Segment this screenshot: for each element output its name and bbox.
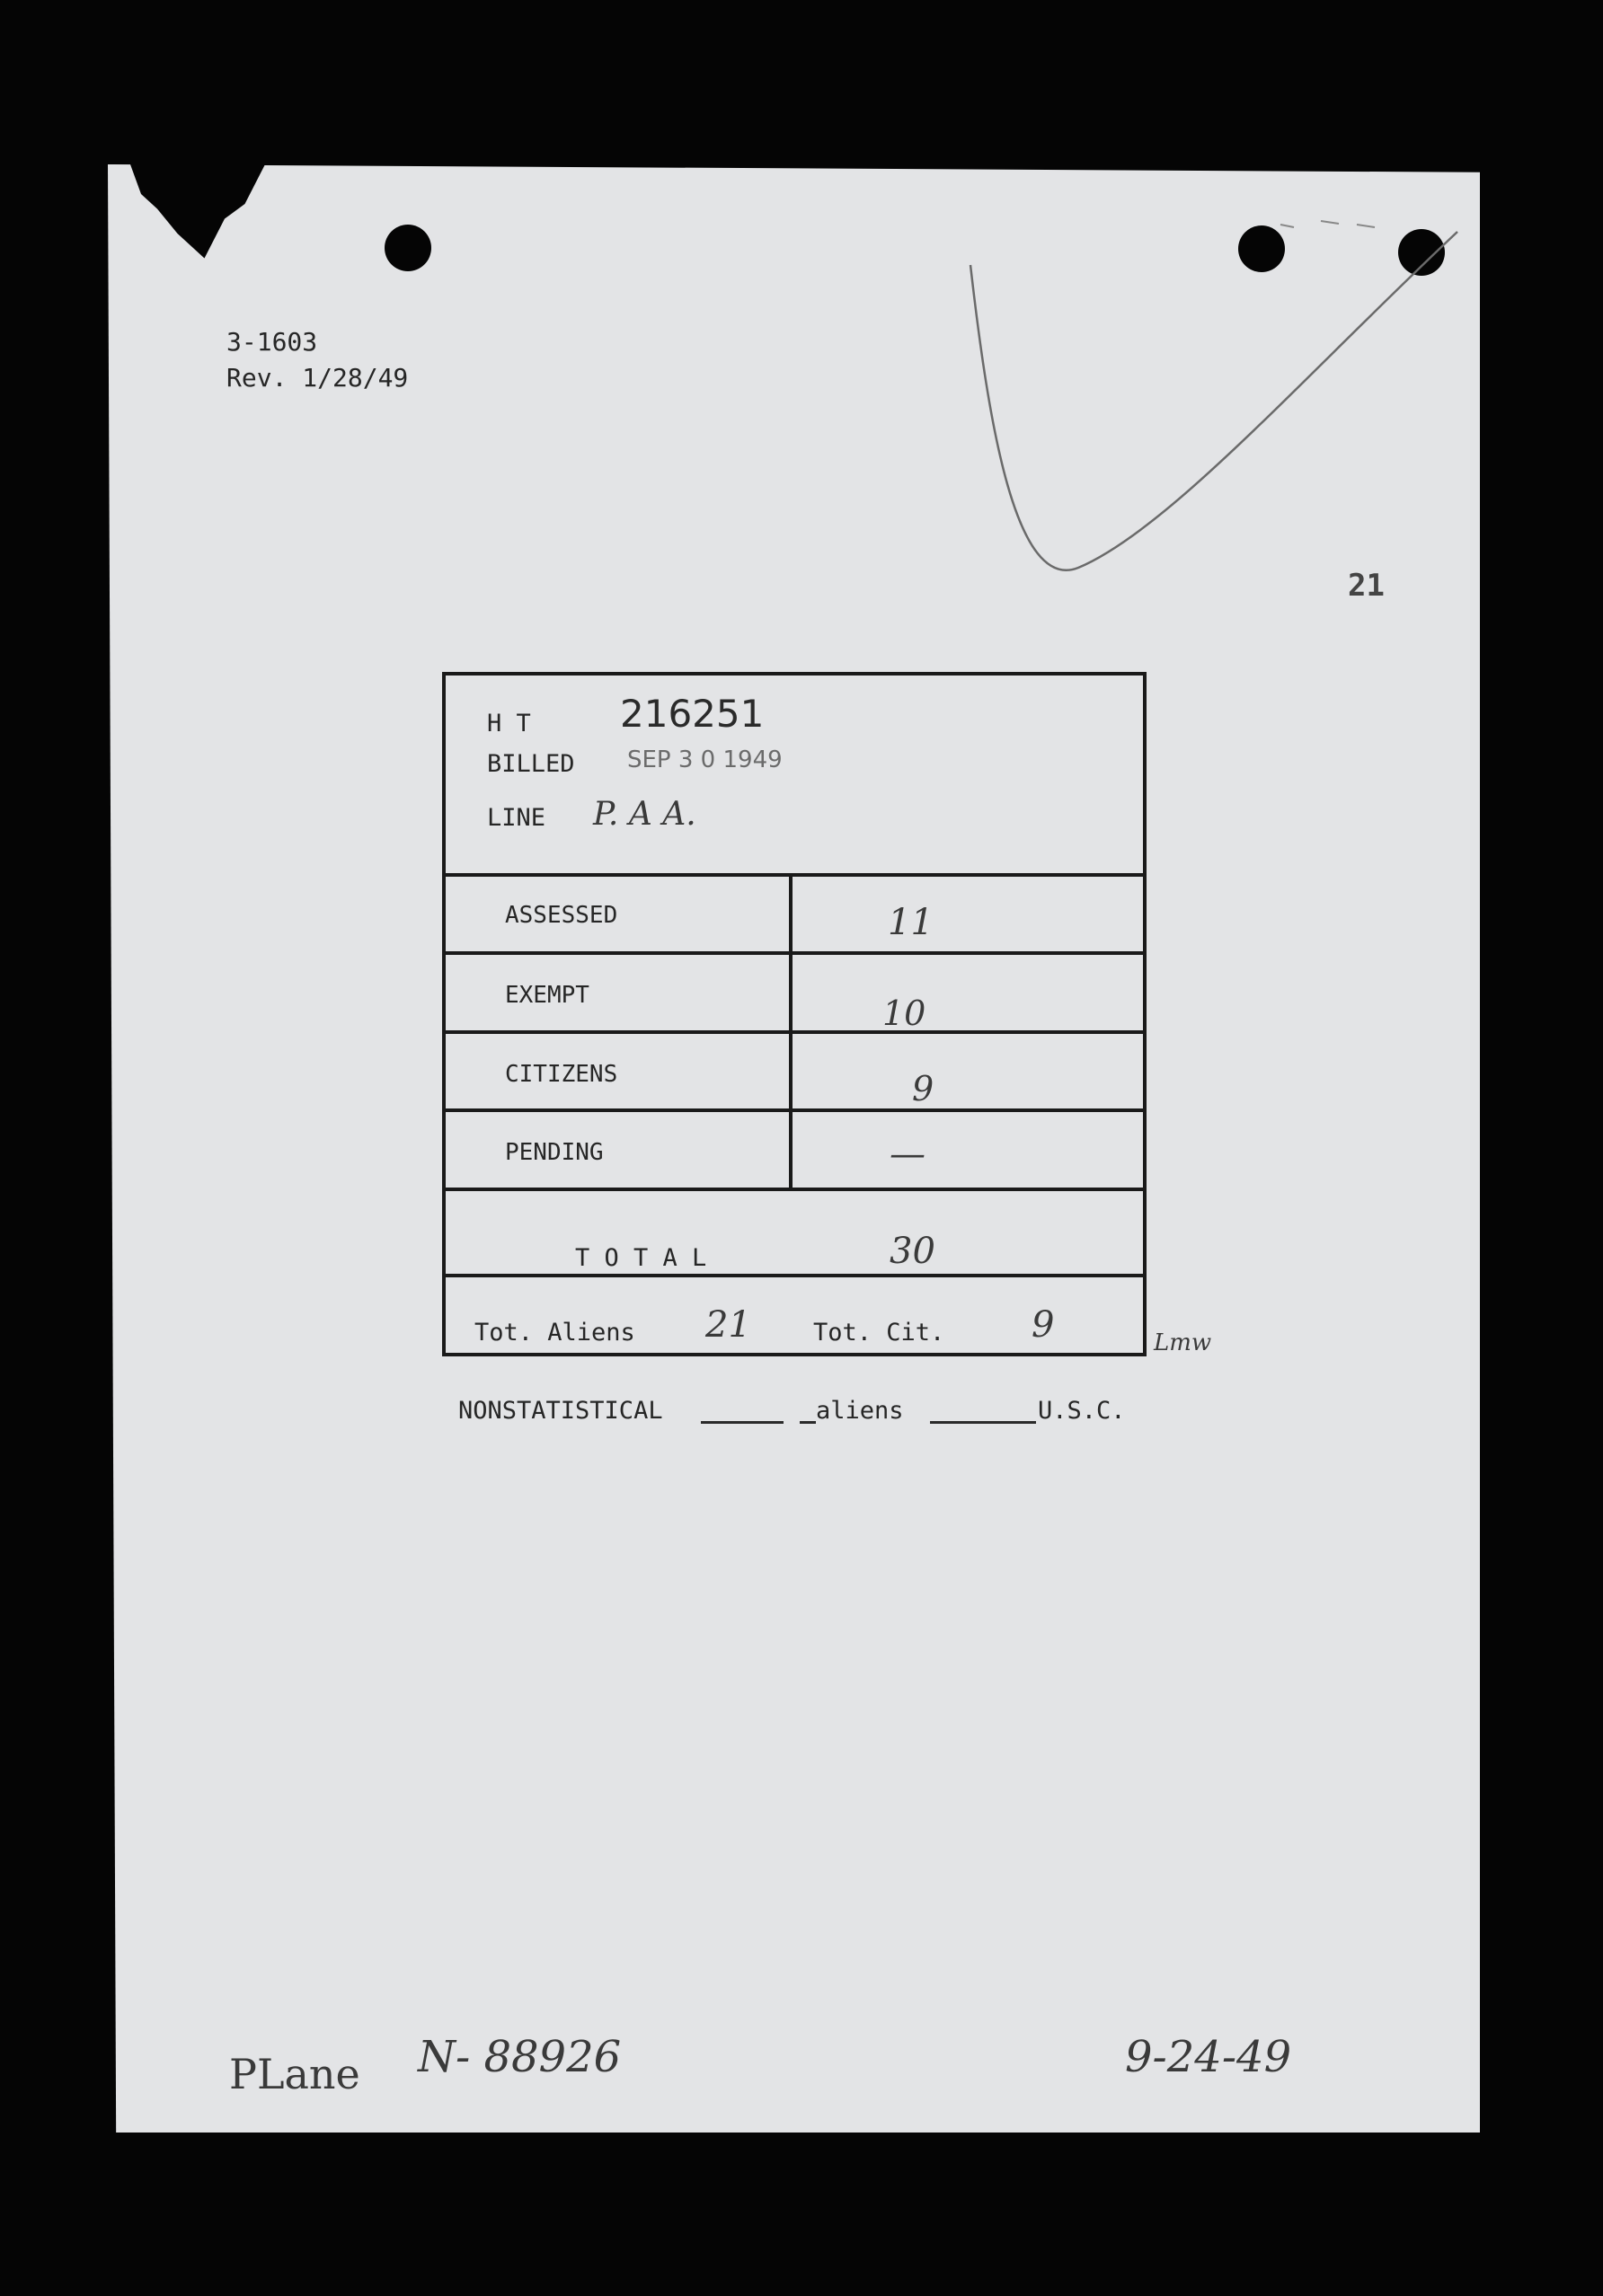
nonstatistical-usc: U.S.C. [1038,1397,1126,1425]
nonstat-usc-blank [930,1421,1036,1424]
row-divider [446,951,1145,955]
ht-number: 216251 [620,692,765,736]
row-divider [446,1108,1145,1112]
annotation-date: 9-24-49 [1125,2032,1292,2082]
plane-label: PLane [229,2050,360,2098]
billed-label: BILLED [487,750,575,778]
total-citizens-label: Tot. Cit. [813,1319,945,1347]
total-citizens-value: 9 [1032,1304,1055,1346]
row-label-exempt: EXEMPT [505,982,589,1009]
ht-label: H T [487,710,531,737]
row-label-assessed: ASSESSED [505,902,618,929]
billed-date-stamp: SEP 3 0 1949 [627,746,783,773]
row-label-pending: PENDING [505,1139,604,1166]
row-divider [446,1030,1145,1034]
total-aliens-value: 21 [705,1304,751,1346]
row-value-exempt: 10 [882,993,926,1033]
form-revision: Rev. 1/28/49 [226,363,409,393]
initials: Lmw [1154,1329,1212,1356]
nonstatistical-label: NONSTATISTICAL [458,1397,663,1425]
row-label-citizens: CITIZENS [505,1061,618,1088]
total-label: T O T A L [575,1244,707,1272]
plane-number: N- 88926 [418,2032,622,2082]
row-value-pending: — [890,1134,925,1175]
page-number: 21 [1348,568,1385,604]
row-value-citizens: 9 [912,1069,934,1108]
row-divider [446,1188,1145,1191]
line-label: LINE [487,804,546,832]
row-value-assessed: 11 [888,902,934,943]
total-divider [446,1274,1145,1277]
nonstat-aliens-blank-lead [800,1421,816,1424]
total-value: 30 [890,1231,935,1272]
nonstat-aliens-blank [701,1421,784,1424]
line-value: P. A A. [593,796,696,833]
header-divider [446,873,1145,877]
total-aliens-label: Tot. Aliens [474,1319,635,1347]
nonstatistical-aliens: aliens [816,1397,904,1425]
form-number: 3-1603 [226,327,318,357]
